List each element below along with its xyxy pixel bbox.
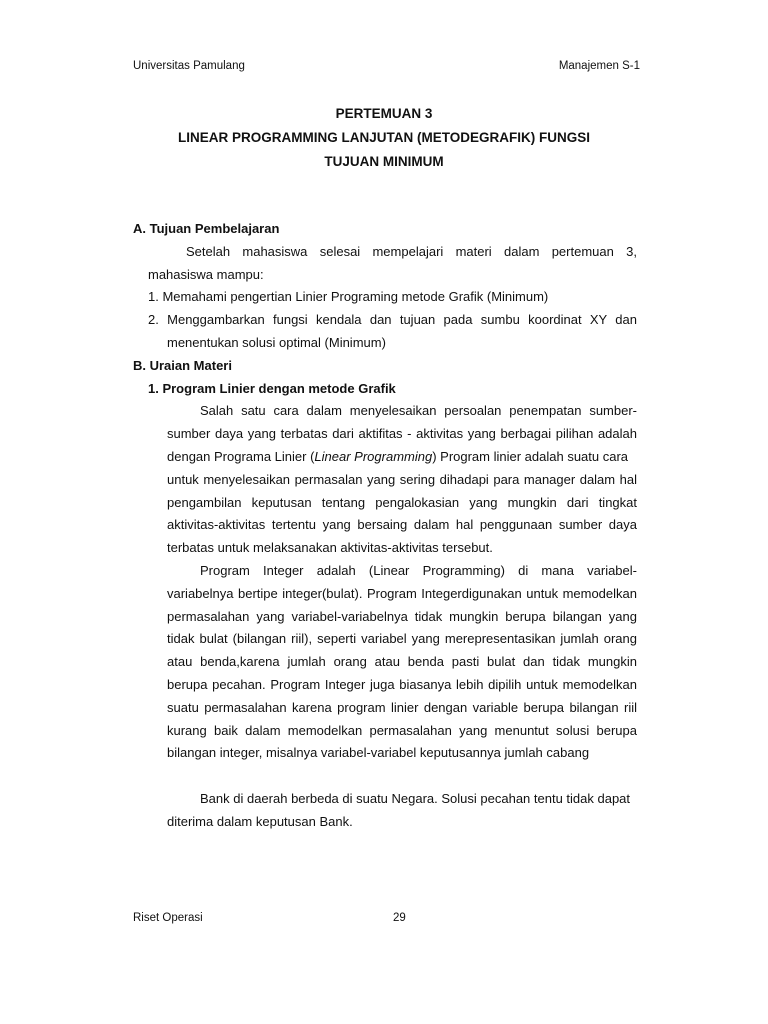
- paragraph-line: [133, 446, 637, 469]
- page-title: [120, 102, 648, 174]
- paragraph-line: variabelnya bertipe integer(bulat). Program Integerdigunakan untuk memodelkan: [167, 585, 637, 601]
- paragraph-line: suatu permasalahan karena program linier dengan variable berupa bilangan riil: [167, 699, 637, 715]
- list-item-objective-cont: menentukan solusi optimal (Minimum): [167, 334, 386, 350]
- section-a-intro-line: mahasiswa mampu:: [148, 266, 264, 282]
- paragraph-line: untuk menyelesaikan permasalan yang sering dihadapi para manager dalam hal: [167, 471, 637, 487]
- paragraph-line: Bank di daerah berbeda di suatu Negara. Solusi pecahan tentu tidak dapat: [200, 791, 631, 807]
- section-a-heading: A. Tujuan Pembelajaran: [133, 221, 280, 236]
- document-body: [133, 218, 637, 834]
- paragraph-line: Program Integer adalah (Linear Programming) di mana variabel-: [200, 562, 637, 578]
- paragraph-line: berupa pecahan. Program Integer juga biasanya lebih dipilih untuk memodelkan: [167, 676, 637, 692]
- title-topic: LINEAR PROGRAMMING LANJUTAN (METODEGRAFIK) FUNGSI: [178, 130, 590, 145]
- page-number: 29: [393, 912, 406, 924]
- paragraph-line: pengambilan keputusan tentang pengalokasian yang mungkin dari tingkat: [167, 494, 637, 510]
- paragraph-line: permasalahan yang variabel-variabelnya tidak mungkin berupa bilangan yang: [167, 608, 637, 624]
- list-item-objective: 1. Memahami pengertian Linier Programing metode Grafik (Minimum): [148, 289, 549, 305]
- paragraph-gap: [133, 765, 637, 788]
- paragraph-line: tidak bulat (bilangan riil), seperti variabel yang merepresentasikan jumlah orang: [167, 631, 637, 647]
- section-a-intro-line: Setelah mahasiswa selesai mempelajari materi dalam pertemuan 3,: [186, 243, 637, 259]
- paragraph-text: ) Program linier adalah suatu cara: [432, 448, 629, 464]
- paragraph-line: diterima dalam keputusan Bank.: [167, 813, 353, 829]
- paragraph-line: atau benda,karena jumlah orang atau benda pasti bulat dan tidak mungkin: [167, 654, 637, 670]
- section-b-subheading: 1. Program Linier dengan metode Grafik: [148, 380, 396, 396]
- paragraph-line: terbatas untuk melaksanakan aktivitas-aktivitas tersebut.: [167, 540, 493, 556]
- paragraph-line: sumber daya yang terbatas dari aktifitas - aktivitas yang berbagai pilihan adalah: [167, 426, 637, 442]
- header-university: Universitas Pamulang: [133, 60, 245, 72]
- title-topic-cont: TUJUAN MINIMUM: [324, 154, 444, 169]
- paragraph-text: dengan Programa Linier (: [167, 448, 315, 464]
- header-program: Manajemen S-1: [558, 60, 640, 72]
- paragraph-line: bilangan integer, misalnya variabel-variabel keputusannya jumlah cabang: [167, 745, 590, 761]
- title-meeting: PERTEMUAN 3: [335, 106, 433, 121]
- section-b-heading: B. Uraian Materi: [133, 357, 232, 373]
- footer-course: Riset Operasi: [133, 912, 203, 924]
- paragraph-line: kurang baik dalam memodelkan permasalahan yang menuntut solusi berupa: [167, 722, 637, 738]
- italic-term: Linear Programming: [314, 448, 433, 464]
- paragraph-line: aktivitas-aktivitas tertentu yang bersaing dalam hal penggunaan sumber daya: [167, 517, 637, 533]
- paragraph-line: Salah satu cara dalam menyelesaikan persoalan penempatan sumber-: [200, 403, 637, 419]
- list-item-objective: 2. Menggambarkan fungsi kendala dan tujuan pada sumbu koordinat XY dan: [148, 312, 637, 328]
